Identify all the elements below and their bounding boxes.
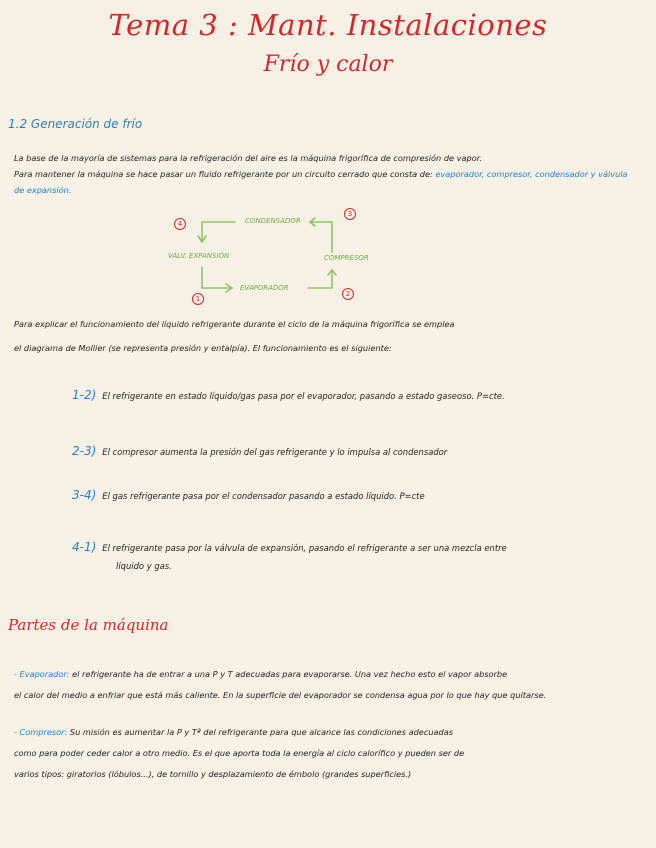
diagram-point-2: 2 (342, 288, 354, 300)
step-text: El compresor aumenta la presión del gas refrigerante y lo impulsa al condensador (102, 447, 448, 457)
arrow-evaporador-to-compresor (308, 270, 332, 288)
intro-line-2-text: Para mantener la máquina se hace pasar un fluido refrigerante por un circuito cerrado que consta de: (14, 169, 433, 179)
step-number: 2-3) (72, 444, 97, 458)
step-number: 1-2) (72, 388, 97, 402)
cycle-diagram (160, 202, 380, 312)
section-heading: 1.2 Generación de frío (8, 117, 143, 131)
step-number: 3-4) (72, 488, 97, 502)
step-number: 4-1) (72, 540, 97, 554)
step-text: El gas refrigerante pasa por el condensador pasando a estado líquido. P=cte (102, 491, 425, 501)
page-title: Tema 3 : Mant. Instalaciones (108, 8, 548, 42)
diagram-valvula-expansion: VÁLV. EXPANSIÓN (168, 252, 230, 260)
step-3-4 (72, 486, 642, 505)
explain-line-1: Para explicar el funcionamiento del líquido refrigerante durante el ciclo de la máquina frigorífica se emplea (14, 319, 455, 329)
arrow-condensador-to-valvula (202, 222, 235, 242)
step-1-2 (72, 386, 642, 405)
evaporador-bullet (14, 666, 639, 704)
step-4-1 (72, 538, 642, 575)
step-text: El refrigerante pasa por la válvula de expansión, pasando el refrigerante a ser una mezcla entre (102, 543, 507, 553)
diagram-evaporador: EVAPORADOR (240, 284, 289, 292)
step-text: El refrigerante en estado líquido/gas pasa por el evaporador, pasando a estado gaseoso. P=cte. (102, 391, 505, 401)
compresor-text-1: Su misión es aumentar la P y Tª del refrigerante para que alcance las condiciones adecuadas (69, 727, 454, 737)
evaporador-label: - Evaporador: (14, 669, 70, 679)
step-2-3 (72, 442, 642, 461)
arrow-compresor-to-condensador (310, 222, 332, 252)
diagram-condensador: CONDENSADOR (245, 217, 301, 225)
evaporador-text-1: el refrigerante ha de entrar a una P y T adecuadas para evaporarse. Una vez hecho esto el vapor absorbe (72, 669, 508, 679)
compresor-label: - Compresor: (14, 727, 68, 737)
explain-line-2: el diagrama de Mollier (se representa presión y entalpía). El funcionamiento es el siguiente: (14, 343, 392, 353)
step-text-cont: líquido y gas. (116, 561, 172, 571)
diagram-point-1: 1 (192, 293, 204, 305)
evaporador-text-2: el calor del medio a enfriar que está más caliente. En la superficie del evaporador se condensa agua por lo que hay que quitarse. (14, 690, 547, 700)
diagram-point-3: 3 (344, 208, 356, 220)
diagram-compresor: COMPRESOR (324, 254, 369, 262)
diagram-point-4: 4 (174, 218, 186, 230)
intro-paragraph (14, 150, 634, 198)
compresor-text-3: varios tipos: giratorios (lóbulos...), de tornillo y desplazamiento de émbolo (grandes superficies.) (14, 769, 412, 779)
explain-paragraph (14, 316, 634, 356)
compresor-bullet (14, 724, 639, 783)
intro-components: evaporador, compresor, condensador y válvula de expansión. (14, 169, 628, 195)
intro-line-1: La base de la mayoría de sistemas para la refrigeración del aire es la máquina frigorífica de compresión de vapor. (14, 153, 482, 163)
page-subtitle: Frío y calor (263, 52, 393, 77)
parts-heading: Partes de la máquina (8, 616, 169, 634)
intro-line-2 (14, 166, 634, 198)
compresor-text-2: como para poder ceder calor a otro medio. Es el que aporta toda la energía al ciclo calorífico y pueden ser de (14, 748, 465, 758)
